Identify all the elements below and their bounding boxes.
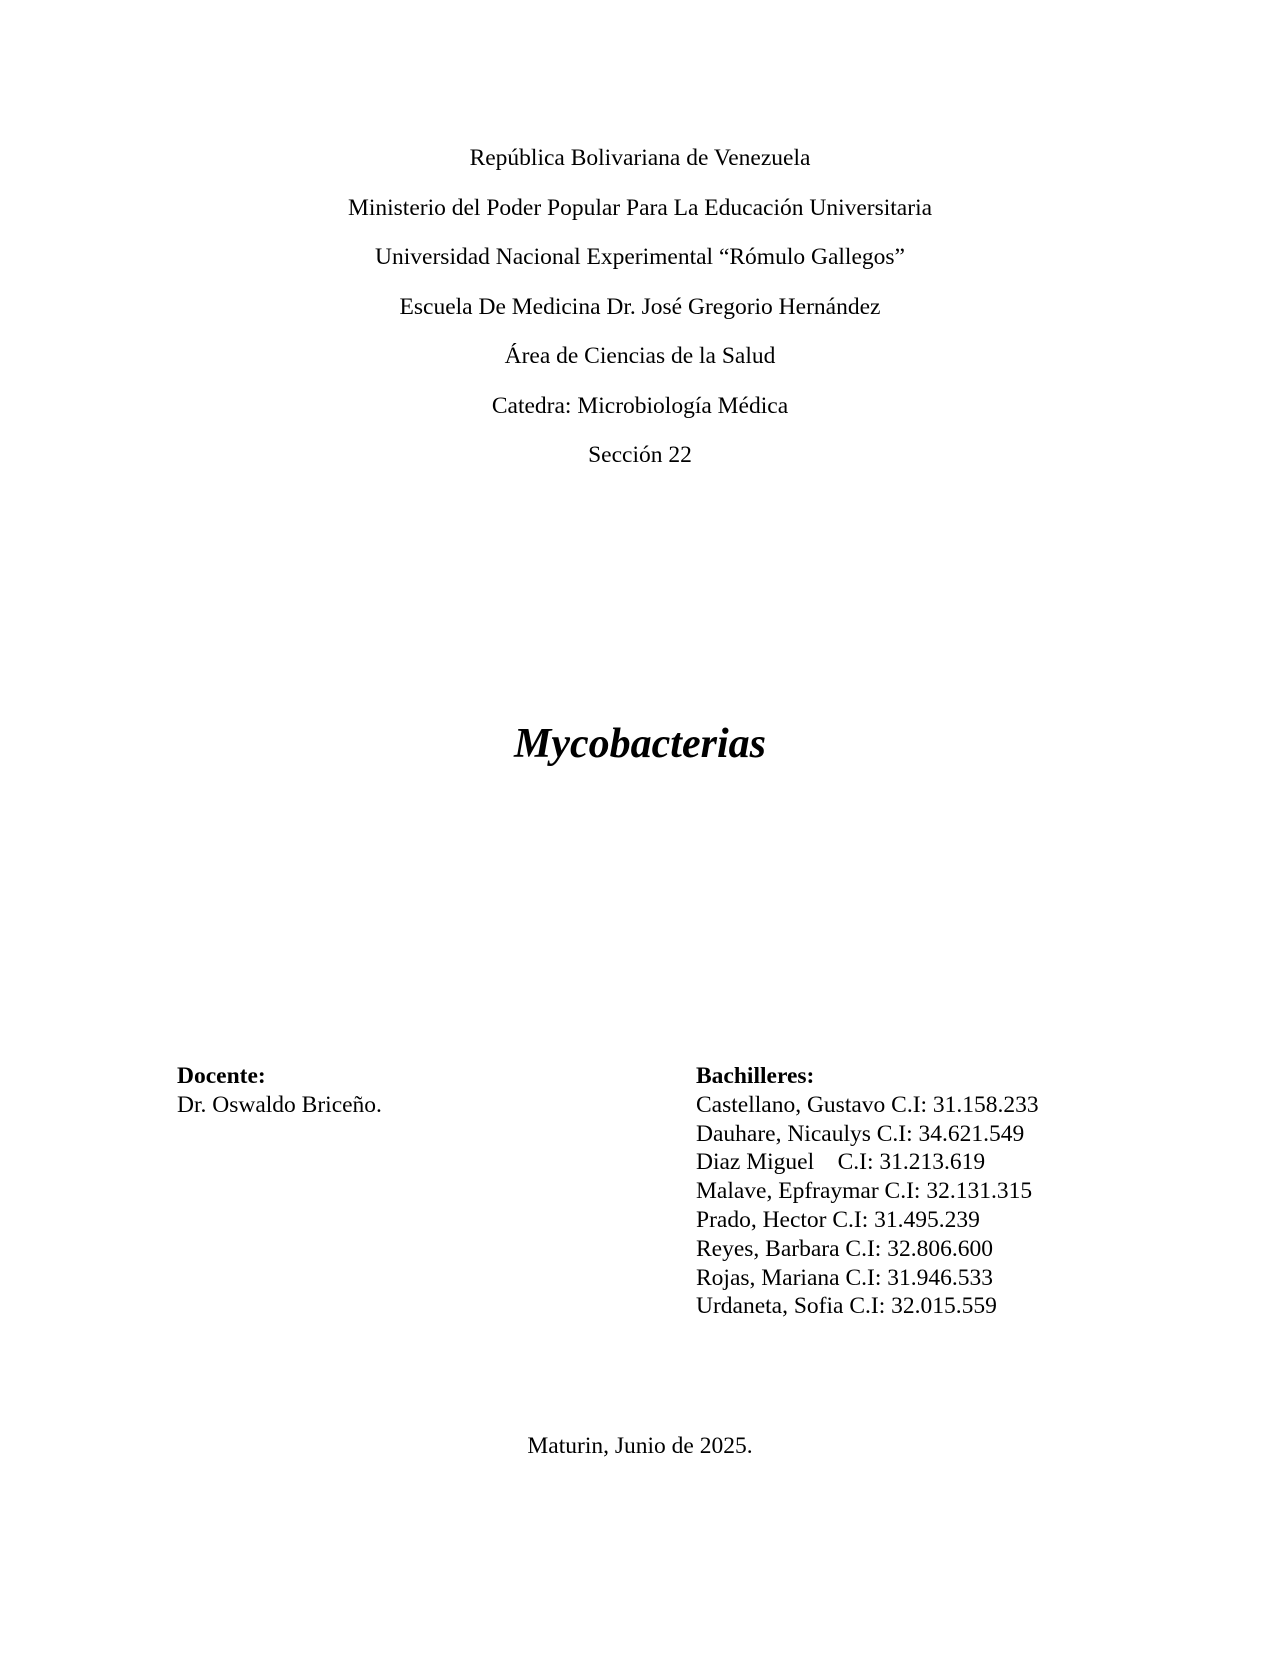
student-entry: Prado, Hector C.I: 31.495.239 (696, 1206, 980, 1233)
bachilleres-label: Bachilleres: (696, 1063, 815, 1089)
header-line-area: Área de Ciencias de la Salud (504, 343, 776, 369)
institution-header (0, 146, 1280, 493)
place-date: Maturin, Junio de 2025. (527, 1433, 753, 1459)
student-entry: Dauhare, Nicaulys C.I: 34.621.549 (696, 1120, 1025, 1147)
docente-name: Dr. Oswaldo Briceño. (177, 1091, 382, 1118)
header-line-university: Universidad Nacional Experimental “Rómulo Gallegos” (375, 244, 905, 270)
student-entry: Reyes, Barbara C.I: 32.806.600 (696, 1235, 993, 1262)
docente-block (177, 1062, 382, 1120)
student-entry: Diaz Miguel C.I: 31.213.619 (696, 1149, 986, 1176)
bachilleres-block (696, 1062, 1039, 1321)
student-entry: Urdaneta, Sofia C.I: 32.015.559 (696, 1293, 997, 1320)
header-line-section: Sección 22 (588, 442, 692, 468)
header-line-ministry: Ministerio del Poder Popular Para La Educación Universitaria (347, 194, 933, 221)
docente-label: Docente: (177, 1063, 266, 1089)
student-entry: Malave, Epfraymar C.I: 32.131.315 (696, 1178, 1033, 1205)
header-line-country: República Bolivariana de Venezuela (469, 145, 811, 171)
student-entry: Castellano, Gustavo C.I: 31.158.233 (696, 1091, 1039, 1118)
header-line-course: Catedra: Microbiología Médica (491, 392, 789, 419)
student-entry: Rojas, Mariana C.I: 31.946.533 (696, 1264, 993, 1291)
header-line-school: Escuela De Medicina Dr. José Gregorio Hernández (399, 293, 881, 320)
document-title: Mycobacterias (514, 721, 766, 767)
